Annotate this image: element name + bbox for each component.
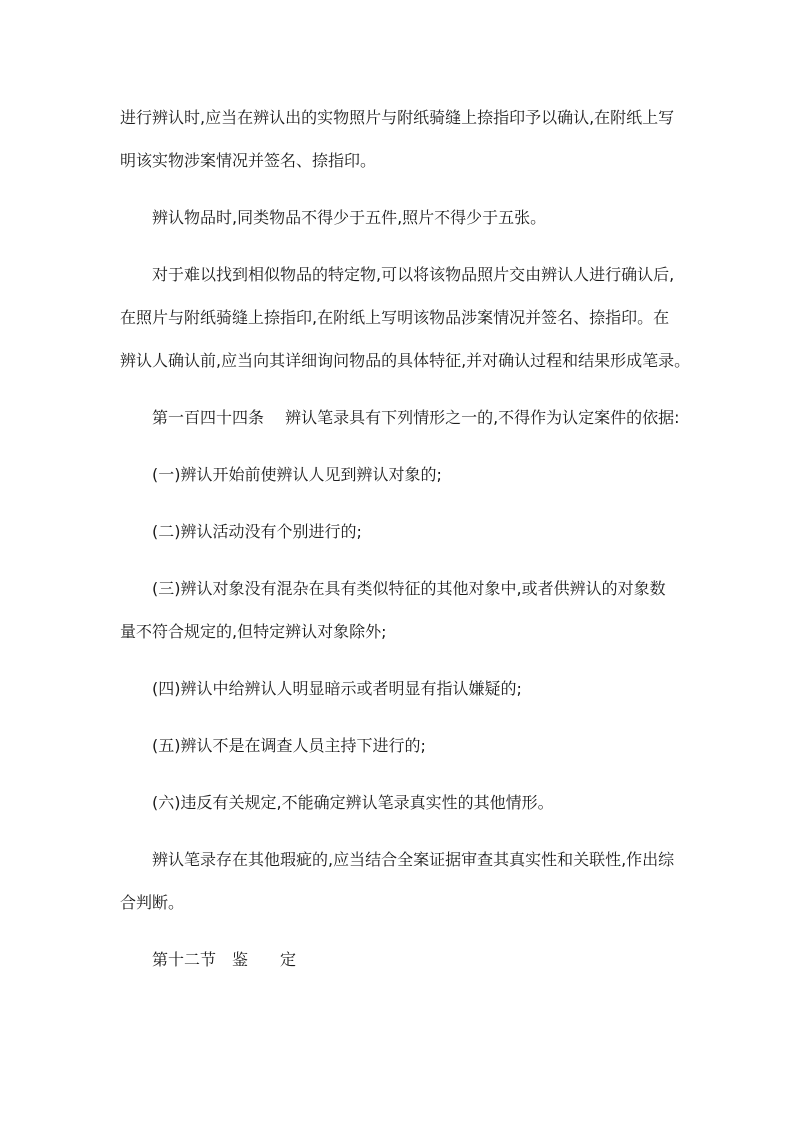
text-line: 明该实物涉案情况并签名、捺指印。 [120,151,377,170]
list-item: (六)违反有关规定,不能确定辨认笔录真实性的其他情形。 [152,793,554,812]
text-line: 辨认物品时,同类物品不得少于五件,照片不得少于五张。 [152,208,547,227]
list-item: (四)辨认中给辨认人明显暗示或者明显有指认嫌疑的; [152,679,522,698]
text-line: 在照片与附纸骑缝上捺指印,在附纸上写明该物品涉案情况并签名、捺指印。在 [120,308,670,327]
text-line: 辨认笔录存在其他瑕疵的,应当结合全案证据审查其真实性和关联性,作出综 [152,850,675,869]
list-item-continuation: 量不符合规定的,但特定辨认对象除外; [120,622,387,641]
list-item: (一)辨认开始前使辨认人见到辨认对象的; [152,465,442,484]
list-item: (三)辨认对象没有混杂在具有类似特征的其他对象中,或者供辨认的对象数 [152,579,666,598]
text-line: 进行辨认时,应当在辨认出的实物照片与附纸骑缝上捺指印予以确认,在附纸上写 [120,108,675,127]
section-heading: 第十二节 鉴 定 [152,950,297,969]
article-heading: 第一百四十四条 辨认笔录具有下列情形之一的,不得作为认定案件的依据: [152,408,680,427]
list-item: (五)辨认不是在调查人员主持下进行的; [152,736,426,755]
text-line: 对于难以找到相似物品的特定物,可以将该物品照片交由辨认人进行确认后, [152,265,675,284]
list-item: (二)辨认活动没有个别进行的; [152,522,362,541]
text-line: 合判断。 [120,893,185,912]
text-line: 辨认人确认前,应当向其详细询问物品的具体特征,并对确认过程和结果形成笔录。 [120,351,691,370]
